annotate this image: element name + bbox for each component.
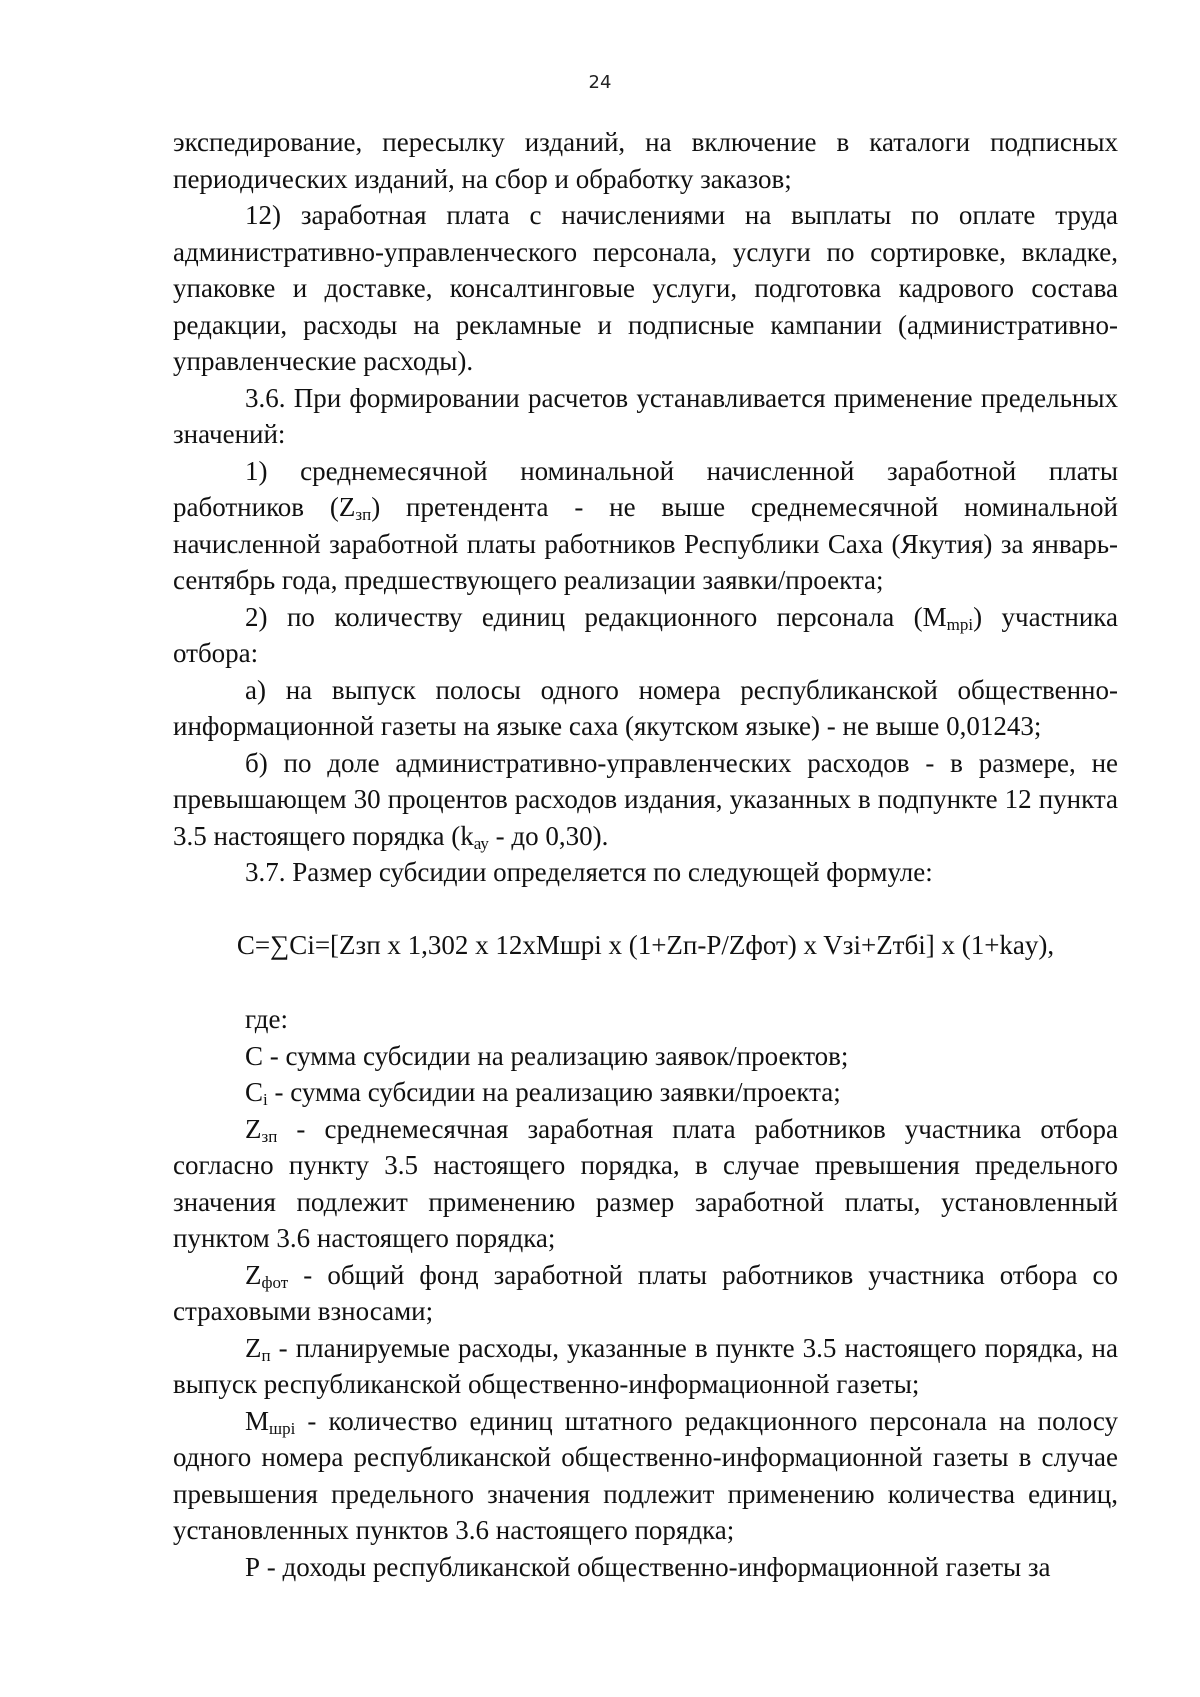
definition-zzp: $Z_{зп}$ - среднемесячная заработная плата работников участника отбора согласно пункту 3.5 настоящего порядка, в случае превышения предельного значения подлежит применению размер заработной платы, установленный пунктом 3.6 настоящего порядка; <box>173 1113 1118 1253</box>
paragraph-item-12: 12) заработная плата с начислениями на выплаты по оплате труда административно-управленческого персонала, услуги по сортировке, вкладке, упаковке и доставке, консалтинговые услуги, подготовка кадрового состава редакции, расходы на рекламные и подписные кампании (административно-управленческие расходы). <box>173 200 1118 376</box>
definition-zp: $Z_п$ - планируемые расходы, указанные в пункте 3.5 настоящего порядка, на выпуск республиканской общественно-информационной газеты; <box>173 1332 1118 1399</box>
paragraph-section-3-7: 3.7. Размер субсидии определяется по следующей формуле: <box>245 857 933 887</box>
paragraph-limit-2a: а) на выпуск полосы одного номера республиканской общественно-информационной газеты на языке саха (якутском языке) - не выше 0,01243; <box>173 674 1118 741</box>
paragraph-section-3-6: 3.6. При формировании расчетов устанавливается применение предельных значений: <box>173 382 1118 449</box>
subsidy-formula: C=∑Ci=[Zзп x 1,302 x 12xMшрi x (1+Zп-P/Zфот) x Vзi+Zтбi] x (1+kay), <box>236 929 1055 960</box>
definition-ci: $С_i$ - сумма субсидии на реализацию заявки/проекта; <box>245 1077 841 1109</box>
paragraph-limit-2: 2) по количеству единиц редакционного персонала $(M_{mpi})$ участника отбора: <box>173 601 1118 668</box>
page-number: 24 <box>588 72 612 93</box>
definitions-intro: где: <box>245 1004 288 1034</box>
paragraph-limit-2b: б) по доле административно-управленческих расходов - в размере, не превышающем 30 процентов расходов издания, указанных в подпункте 12 пункта 3.5 настоящего порядка ($k_{ау}$ - до 0,30). <box>173 747 1118 853</box>
definition-c: С - сумма субсидии на реализацию заявок/проектов; <box>245 1040 849 1071</box>
paragraph-limit-1: 1) среднемесячной номинальной начисленной заработной платы работников $(Z_{зп})$ претендента - не выше среднемесячной номинальной начисленной заработной платы работников Республики Саха (Якутия) за январь-сентябрь года, предшествующего реализации заявки/проекта; <box>173 455 1118 595</box>
definition-zfot: $Z_{фот}$ - общий фонд заработной платы работников участника отбора со страховыми взносами; <box>173 1259 1118 1326</box>
definition-mshri: $М_{шрi}$ - количество единиц штатного редакционного персонала на полосу одного номера республиканской общественно-информационной газеты в случае превышения предельного значения подлежит применению количества единиц, установленных пунктов 3.6 настоящего порядка; <box>173 1405 1118 1545</box>
document-body <box>173 124 1118 1585</box>
definition-p: Р - доходы республиканской общественно-информационной газеты за <box>245 1551 1051 1582</box>
paragraph-continuation: экспедирование, пересылку изданий, на включение в каталоги подписных периодических изданий, на сбор и обработку заказов; <box>173 127 1118 194</box>
